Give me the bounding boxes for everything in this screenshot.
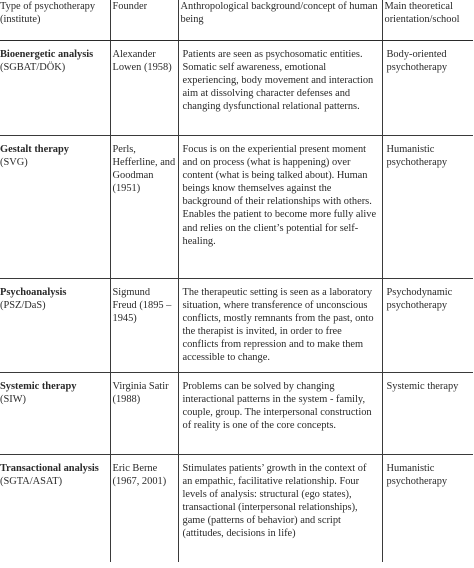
table-row (0, 41, 473, 136)
cell-type (0, 279, 110, 373)
cell-background: The therapeutic setting is seen as a laboratory situation, where transference of unconscious conflicts, mostly remnants from the past, onto the therapist is invited, in order to free conflicts from repression and to make them accessible to change. (178, 279, 382, 373)
therapy-institute: (PSZ/DaS) (0, 300, 46, 312)
cell-background: Focus is on the experiential present moment and on process (what is happening) over content (what is being talked about). Human beings know themselves against the background of their relationships with others. Enables the patient to become more fully alive and relies on the client’s potential for self-healing. (178, 136, 382, 279)
cell-type (0, 373, 110, 455)
therapy-institute: (SVG) (0, 157, 28, 169)
therapy-name: Psychoanalysis (0, 287, 67, 298)
header-background: Anthropological background/concept of human being (178, 0, 382, 41)
cell-founder: Alexander Lowen (1958) (110, 41, 178, 136)
therapy-name: Bioenergetic analysis (0, 49, 94, 60)
therapy-name: Transactional analysis (0, 463, 99, 474)
therapy-institute: (SIW) (0, 394, 26, 406)
cell-founder: Sigmund Freud (1895 – 1945) (110, 279, 178, 373)
table-row (0, 455, 473, 563)
therapy-name: Gestalt therapy (0, 144, 69, 155)
cell-orientation: Humanistic psychotherapy (382, 455, 473, 563)
cell-type (0, 136, 110, 279)
header-founder: Founder (110, 0, 178, 41)
therapy-name: Systemic therapy (0, 381, 77, 392)
therapy-institute: (SGTA/ASAT) (0, 476, 63, 488)
header-orientation: Main theoretical orientation/school (382, 0, 473, 41)
table-row (0, 136, 473, 279)
cell-founder: Perls, Hefferline, and Goodman (1951) (110, 136, 178, 279)
cell-type (0, 455, 110, 563)
cell-founder: Virginia Satir (1988) (110, 373, 178, 455)
table-header-row (0, 0, 473, 41)
table-row (0, 279, 473, 373)
cell-type (0, 41, 110, 136)
table-row (0, 373, 473, 455)
cell-orientation: Body-oriented psychotherapy (382, 41, 473, 136)
cell-founder: Eric Berne (1967, 2001) (110, 455, 178, 563)
cell-background: Problems can be solved by changing interactional patterns in the system - family, couple, group. The interpersonal construction of reality is one of the core concepts. (178, 373, 382, 455)
therapy-institute: (SGBAT/DÖK) (0, 62, 66, 74)
cell-orientation: Systemic therapy (382, 373, 473, 455)
cell-orientation: Psychodynamic psychotherapy (382, 279, 473, 373)
cell-background: Stimulates patients’ growth in the context of an empathic, facilitative relationship. Four levels of analysis: structural (ego states), transactional (interpersonal relationships), game (patterns of behavior) and script (attitudes, decisions in life) (178, 455, 382, 563)
header-type: Type of psychotherapy (institute) (0, 0, 110, 41)
cell-background: Patients are seen as psychosomatic entities. Somatic self awareness, emotional experiencing, body movement and interaction aim at dissolving character defenses and changing dysfunctional relational patterns. (178, 41, 382, 136)
cell-orientation: Humanistic psychotherapy (382, 136, 473, 279)
